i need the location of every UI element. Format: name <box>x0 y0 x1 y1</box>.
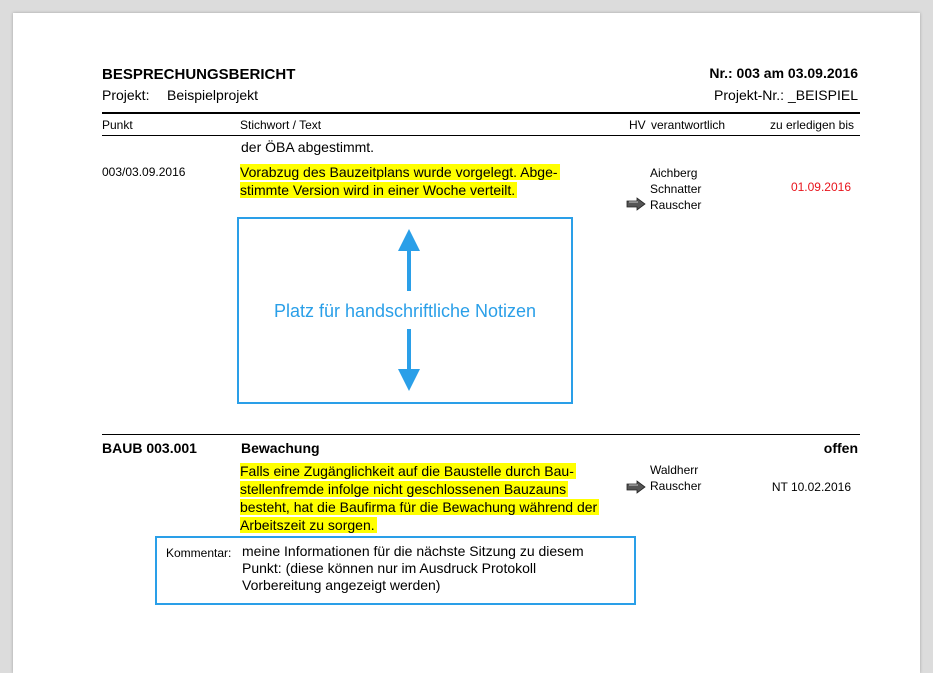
comment-box[interactable] <box>155 536 636 605</box>
entry2-text-line: Arbeitszeit zu sorgen. <box>240 517 375 533</box>
column-rule <box>102 135 860 136</box>
entry1-person: Schnatter <box>650 182 702 196</box>
entry2-status: offen <box>823 440 858 456</box>
entry2-text-line: Falls eine Zugänglichkeit auf die Baustelle durch Bau- <box>240 463 574 479</box>
col-verantwortlich: verantwortlich <box>651 118 726 132</box>
entry2-people <box>650 462 701 494</box>
continued-text: der ÖBA abgestimmt. <box>241 139 375 155</box>
comment-line: Vorbereitung angezeigt werden) <box>242 577 441 593</box>
entry1-people <box>650 165 701 213</box>
report-title: BESPRECHUNGSBERICHT <box>102 66 296 83</box>
entry2-text-line: besteht, hat die Baufirma für die Bewachung während der <box>240 499 598 515</box>
col-erledigen: zu erledigen bis <box>769 118 854 132</box>
comment-label: Kommentar: <box>166 546 232 560</box>
entry2-text-line: stellenfremde infolge nicht geschlossenen Bauzauns <box>240 481 567 497</box>
hand-arrow-icon <box>626 197 646 211</box>
arrow-down-icon <box>397 329 421 391</box>
entry1-due: 01.09.2016 <box>790 180 851 194</box>
entry2-text <box>240 462 599 534</box>
report-number-date: Nr.: 003 am 03.09.2016 <box>709 65 858 81</box>
col-stichwort: Stichwort / Text <box>240 118 322 132</box>
col-punkt: Punkt <box>102 118 133 132</box>
entry1-text-line1: Vorabzug des Bauzeitplans wurde vorgelegt. Abge- <box>240 164 558 180</box>
header-rule <box>102 112 860 114</box>
comment-text <box>242 543 584 594</box>
entry2-rule <box>102 434 860 435</box>
arrow-up-icon <box>397 229 421 291</box>
entry1-id: 003/03.09.2016 <box>102 165 186 179</box>
entry1-person: Aichberg <box>650 166 698 180</box>
comment-line: meine Informationen für die nächste Sitzung zu diesem <box>242 543 584 559</box>
entry1-person: Rauscher <box>650 198 702 212</box>
comment-line: Punkt: (diese können nur im Ausdruck Protokoll <box>242 560 537 576</box>
notes-placeholder-text: Platz für handschriftliche Notizen <box>273 301 537 321</box>
entry1-text <box>240 163 560 199</box>
entry2-person: Rauscher <box>650 479 702 493</box>
col-hv: HV <box>629 118 646 132</box>
entry1-text-line2: stimmte Version wird in einer Woche verteilt. <box>240 182 516 198</box>
entry2-id: BAUB 003.001 <box>102 440 197 456</box>
handwritten-notes-box[interactable] <box>237 217 573 404</box>
entry2-due: NT 10.02.2016 <box>771 480 851 494</box>
hand-arrow-icon <box>626 480 646 494</box>
project-label: Projekt: <box>102 87 150 103</box>
project-number: Projekt-Nr.: _BEISPIEL <box>714 87 858 103</box>
entry2-person: Waldherr <box>650 463 699 477</box>
entry2-heading: Bewachung <box>241 440 320 456</box>
project-name: Beispielprojekt <box>167 87 259 103</box>
